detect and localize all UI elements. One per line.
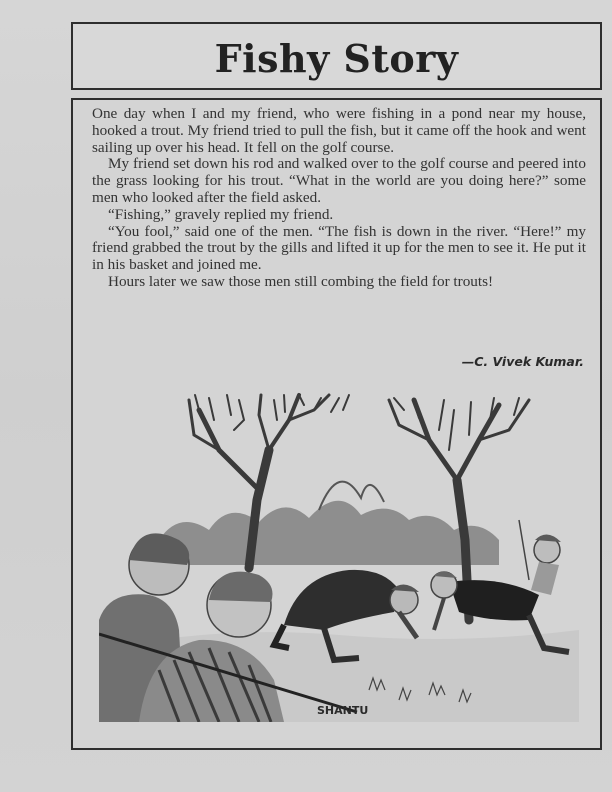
standing-man-right [519,520,561,595]
paragraph-3: “Fishing,” gravely replied my friend. [108,205,334,223]
author-credit: —C. Vivek Kumar. [461,354,584,369]
hedge-shape [159,501,499,565]
paragraph-1: One day when I and my friend, who were fishing in a pond near my house, hooked a trout. My friend tried to pull the fish, but it came off the hook and went sailing up over his head. It fell on the golf course. [92,105,586,156]
cartoon-illustration [99,390,579,722]
title-box [71,22,602,90]
story-text [92,106,586,291]
story-box [71,98,602,750]
artist-signature: SHANTU [317,704,369,717]
paragraph-2: My friend set down his rod and walked over to the golf course and peered into the grass looking for his trout. “What in the world are you doing here?” some men who looked after the field asked. [92,155,586,206]
paragraph-5: Hours later we saw those men still combing the field for trouts! [108,272,494,290]
story-title: Fishy Story [214,35,459,81]
paragraph-4: “You fool,” said one of the men. “The fish is down in the river. “Here!” my friend grabbed the trout by the gills and lifted it up for the men to see it. He put it in his basket and joined me. [92,222,586,274]
